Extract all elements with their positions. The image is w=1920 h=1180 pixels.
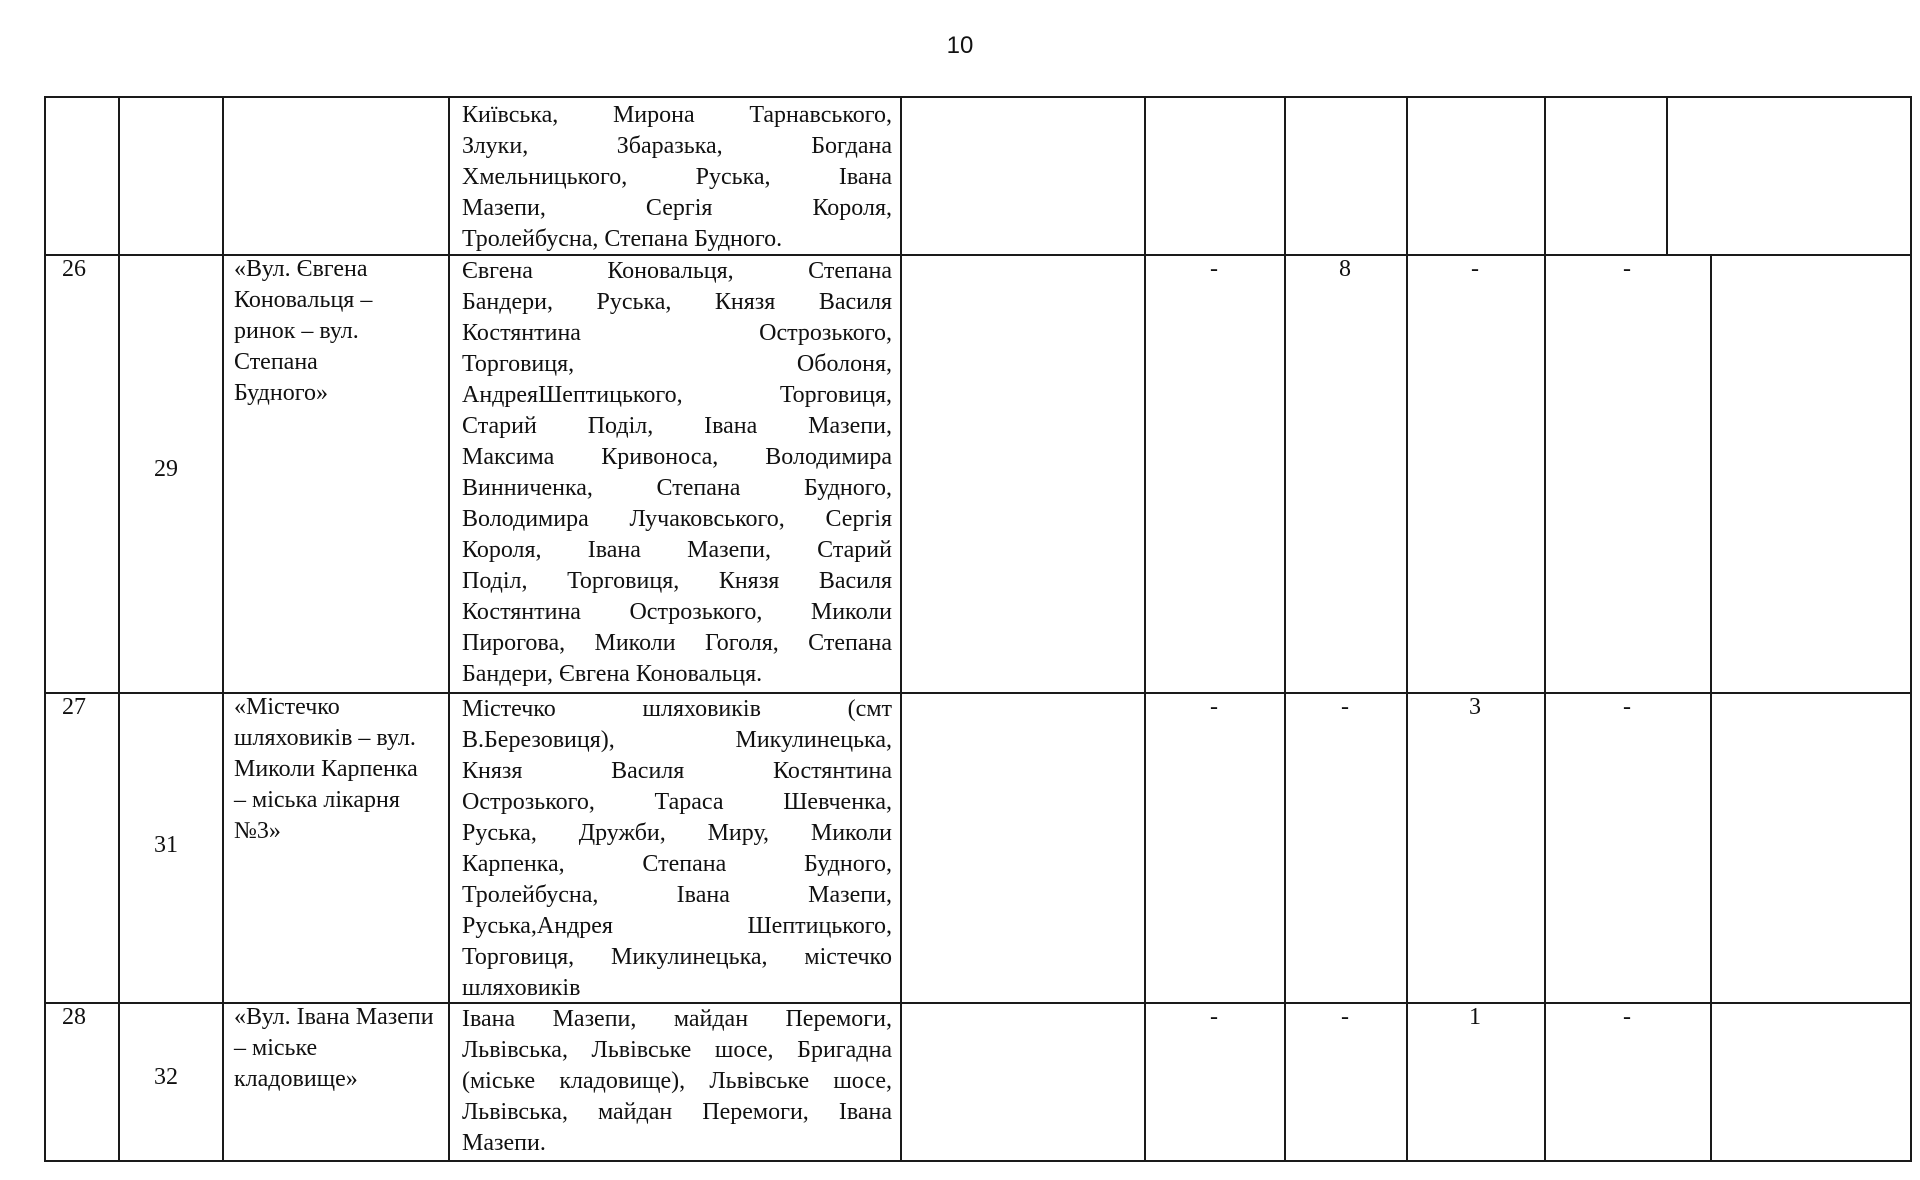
page-number: 10 bbox=[946, 32, 974, 59]
street-line: (міське кладовище), Львівське шосе, bbox=[462, 1068, 892, 1094]
value-cell: - bbox=[1471, 256, 1479, 282]
row-number: 26 bbox=[62, 256, 86, 282]
route-number: 29 bbox=[154, 456, 178, 482]
street-line: Поділ, Торговиця, Князя Василя bbox=[462, 568, 892, 594]
street-line: Винниченка, Степана Будного, bbox=[462, 475, 892, 501]
continuation-streets-cell bbox=[462, 100, 892, 255]
street-line: Острозького, Тараса Шевченка, bbox=[462, 789, 892, 815]
street-line: Руська,Андрея Шептицького, bbox=[462, 913, 892, 939]
row-number: 27 bbox=[62, 694, 86, 720]
row-number: 28 bbox=[62, 1004, 86, 1030]
street-line: Руська, Дружби, Миру, Миколи bbox=[462, 820, 892, 846]
street-line: Костянтина Острозького, bbox=[462, 320, 892, 346]
column-divider bbox=[222, 96, 224, 1162]
column-divider-continuation bbox=[1666, 96, 1668, 254]
table-top-border bbox=[44, 96, 1912, 98]
street-line: Тролейбусна, Степана Будного. bbox=[462, 226, 783, 252]
value-cell: 3 bbox=[1469, 694, 1481, 720]
route-name: «Вул. Івана Мазепи – міське кладовище» bbox=[234, 1004, 434, 1092]
street-line: Торговиця, Оболоня, bbox=[462, 351, 892, 377]
route-name: «Містечко шляховиків – вул. Миколи Карпенка – міська лікарня №3» bbox=[234, 694, 418, 844]
street-line: Івана Мазепи, майдан Перемоги, bbox=[462, 1006, 892, 1032]
column-divider bbox=[118, 96, 120, 1162]
column-divider bbox=[1710, 254, 1712, 1162]
column-divider bbox=[900, 96, 902, 1162]
value-cell: - bbox=[1210, 694, 1218, 720]
value-cell: - bbox=[1623, 256, 1631, 282]
street-line: Мазепи. bbox=[462, 1130, 546, 1156]
street-line: Містечко шляховиків (смт bbox=[462, 696, 892, 722]
route-number: 31 bbox=[154, 832, 178, 858]
street-line: Володимира Лучаковського, Сергія bbox=[462, 506, 892, 532]
value-cell: - bbox=[1210, 1004, 1218, 1030]
street-line: Бандери, Євгена Коновальця. bbox=[462, 661, 763, 687]
street-line: Торговиця, Микулинецька, містечко bbox=[462, 944, 892, 970]
value-cell: - bbox=[1210, 256, 1218, 282]
street-line: Старий Поділ, Івана Мазепи, bbox=[462, 413, 892, 439]
table-right-border bbox=[1910, 96, 1912, 1162]
routes-table bbox=[44, 96, 1912, 1156]
street-line: Короля, Івана Мазепи, Старий bbox=[462, 537, 892, 563]
street-line: Євгена Коновальця, Степана bbox=[462, 258, 892, 284]
street-line: Максима Кривоноса, Володимира bbox=[462, 444, 892, 470]
street-line: шляховиків bbox=[462, 975, 581, 1001]
column-divider bbox=[448, 96, 450, 1162]
value-cell: - bbox=[1623, 694, 1631, 720]
table-bottom-border bbox=[44, 1160, 1912, 1162]
route-name: «Вул. Євгена Коновальця – ринок – вул. Степана Будного» bbox=[234, 256, 373, 406]
value-cell: 8 bbox=[1339, 256, 1351, 282]
street-line: Хмельницького, Руська, Івана bbox=[462, 164, 892, 190]
street-line: В.Березовиця), Микулинецька, bbox=[462, 727, 892, 753]
value-cell: - bbox=[1341, 694, 1349, 720]
street-line: Князя Василя Костянтина bbox=[462, 758, 892, 784]
value-cell: - bbox=[1623, 1004, 1631, 1030]
route-streets-cell bbox=[462, 694, 892, 1004]
street-line: Тролейбусна, Івана Мазепи, bbox=[462, 882, 892, 908]
street-line: Львівська, майдан Перемоги, Івана bbox=[462, 1099, 892, 1125]
street-line: Костянтина Острозького, Миколи bbox=[462, 599, 892, 625]
street-line: Бандери, Руська, Князя Василя bbox=[462, 289, 892, 315]
street-line: Київська, Мирона Тарнавського, bbox=[462, 102, 892, 128]
route-streets-cell bbox=[462, 256, 892, 690]
table-left-border bbox=[44, 96, 46, 1162]
street-line: Карпенка, Степана Будного, bbox=[462, 851, 892, 877]
street-line: Пирогова, Миколи Гоголя, Степана bbox=[462, 630, 892, 656]
route-streets-cell bbox=[462, 1004, 892, 1159]
street-line: Мазепи, Сергія Короля, bbox=[462, 195, 892, 221]
route-number: 32 bbox=[154, 1064, 178, 1090]
street-line: Львівська, Львівське шосе, Бригадна bbox=[462, 1037, 892, 1063]
street-line: Злуки, Збаразька, Богдана bbox=[462, 133, 892, 159]
value-cell: - bbox=[1341, 1004, 1349, 1030]
value-cell: 1 bbox=[1469, 1004, 1481, 1030]
street-line: АндреяШептицького, Торговиця, bbox=[462, 382, 892, 408]
